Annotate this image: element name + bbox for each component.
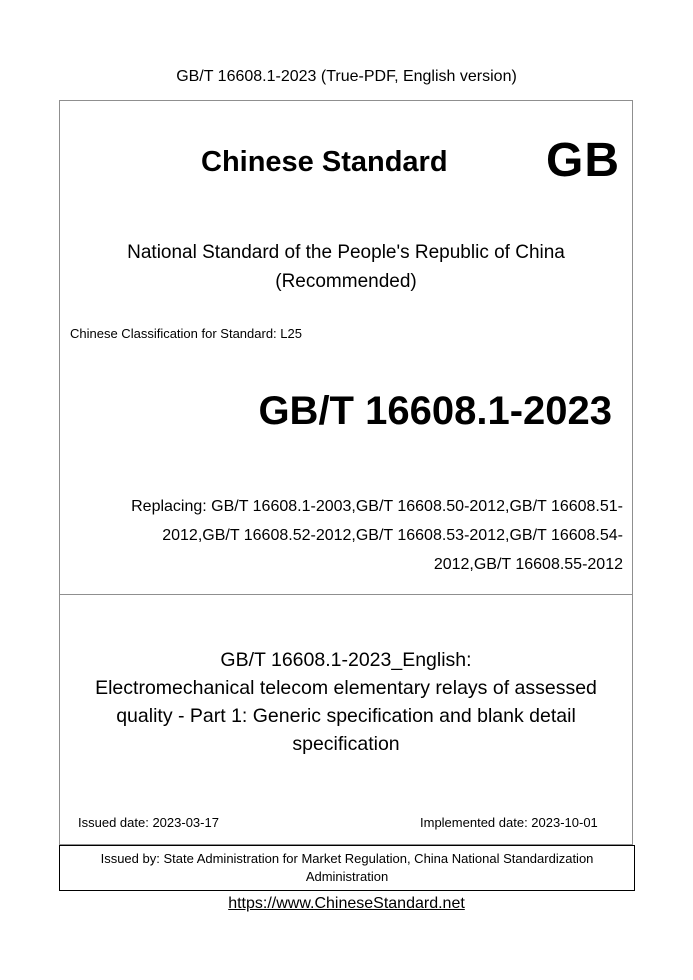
website-footer [0, 895, 693, 913]
brand-title: Chinese Standard [201, 146, 448, 178]
title-line-2: Electromechanical telecom elementary relays of assessed [95, 677, 597, 699]
standard-number: GB/T 16608.1-2023 [258, 389, 612, 433]
replacing-line-1: Replacing: GB/T 16608.1-2003,GB/T 16608.50-2012,GB/T 16608.51- [131, 498, 623, 515]
title-line-4: specification [292, 733, 400, 755]
title-line-1: GB/T 16608.1-2023_English: [220, 649, 472, 671]
national-standard-heading [59, 238, 633, 296]
title-line-3: quality - Part 1: Generic specification and blank detail [116, 705, 576, 727]
replacing-list [80, 492, 623, 579]
issuer-line-1: Issued by: State Administration for Market Regulation, China National Standardization [100, 851, 594, 866]
issuer-line-2: Administration [305, 869, 389, 884]
implemented-date: Implemented date: 2023-10-01 [420, 815, 598, 830]
top-note: GB/T 16608.1-2023 (True-PDF, English version) [176, 68, 517, 85]
issuer-text [59, 850, 635, 886]
replacing-line-3: 2012,GB/T 16608.55-2012 [433, 556, 623, 573]
replacing-line-2: 2012,GB/T 16608.52-2012,GB/T 16608.53-2012,GB/T 16608.54- [162, 527, 623, 544]
classification: Chinese Classification for Standard: L25 [70, 326, 302, 341]
national-line-2: (Recommended) [275, 271, 417, 292]
issued-date: Issued date: 2023-03-17 [78, 815, 219, 830]
document-title [59, 646, 633, 758]
national-line-1: National Standard of the People's Republic of China [127, 242, 565, 263]
website-link[interactable]: https://www.ChineseStandard.net [228, 895, 465, 912]
gb-logo: GB [546, 134, 620, 187]
